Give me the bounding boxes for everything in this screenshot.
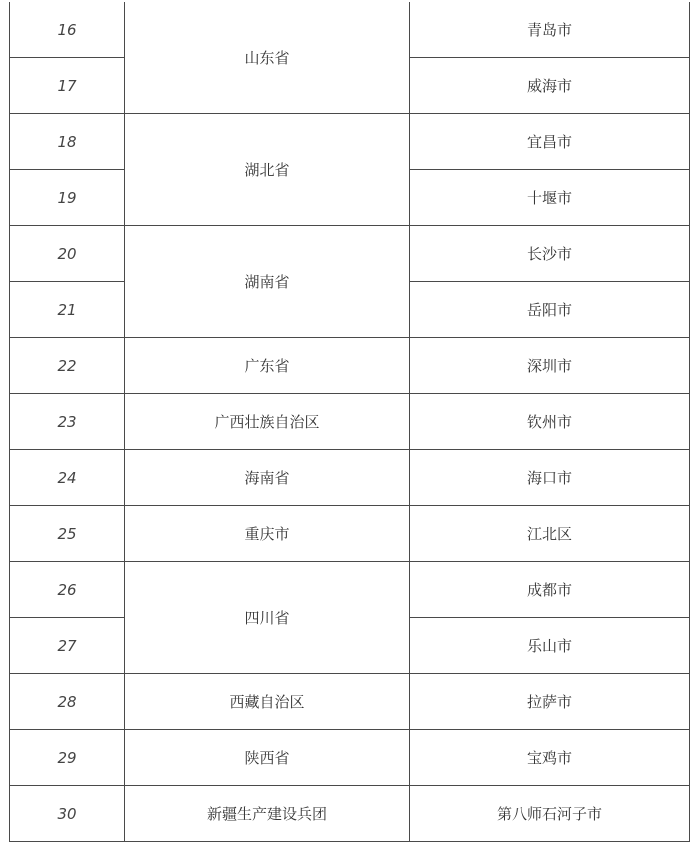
province-cell: 山东省 bbox=[125, 2, 410, 114]
province-cell: 新疆生产建设兵团 bbox=[125, 786, 410, 842]
province-cell: 湖南省 bbox=[125, 226, 410, 338]
table-row bbox=[10, 226, 690, 282]
row-number: 24 bbox=[10, 450, 125, 506]
province-cell: 陕西省 bbox=[125, 730, 410, 786]
city-cell: 青岛市 bbox=[410, 2, 690, 58]
row-number: 19 bbox=[10, 170, 125, 226]
province-cell: 广东省 bbox=[125, 338, 410, 394]
row-number: 23 bbox=[10, 394, 125, 450]
table-row bbox=[10, 450, 690, 506]
row-number: 16 bbox=[10, 2, 125, 58]
table-row bbox=[10, 730, 690, 786]
city-cell: 成都市 bbox=[410, 562, 690, 618]
table-row bbox=[10, 338, 690, 394]
table-row bbox=[10, 674, 690, 730]
city-cell: 长沙市 bbox=[410, 226, 690, 282]
city-cell: 宜昌市 bbox=[410, 114, 690, 170]
table-row bbox=[10, 786, 690, 842]
table-row bbox=[10, 114, 690, 170]
province-cell: 海南省 bbox=[125, 450, 410, 506]
row-number: 18 bbox=[10, 114, 125, 170]
city-cell: 第八师石河子市 bbox=[410, 786, 690, 842]
row-number: 26 bbox=[10, 562, 125, 618]
city-cell: 宝鸡市 bbox=[410, 730, 690, 786]
province-cell: 广西壮族自治区 bbox=[125, 394, 410, 450]
row-number: 28 bbox=[10, 674, 125, 730]
province-cell: 重庆市 bbox=[125, 506, 410, 562]
city-cell: 乐山市 bbox=[410, 618, 690, 674]
table-row bbox=[10, 2, 690, 58]
row-number: 27 bbox=[10, 618, 125, 674]
table-row bbox=[10, 562, 690, 618]
city-table bbox=[9, 2, 690, 842]
city-cell: 十堰市 bbox=[410, 170, 690, 226]
province-cell: 四川省 bbox=[125, 562, 410, 674]
data-table-container bbox=[9, 2, 690, 842]
city-cell: 江北区 bbox=[410, 506, 690, 562]
table-row bbox=[10, 506, 690, 562]
city-cell: 威海市 bbox=[410, 58, 690, 114]
city-cell: 海口市 bbox=[410, 450, 690, 506]
province-cell: 西藏自治区 bbox=[125, 674, 410, 730]
row-number: 22 bbox=[10, 338, 125, 394]
city-cell: 岳阳市 bbox=[410, 282, 690, 338]
row-number: 20 bbox=[10, 226, 125, 282]
city-cell: 拉萨市 bbox=[410, 674, 690, 730]
row-number: 25 bbox=[10, 506, 125, 562]
city-cell: 钦州市 bbox=[410, 394, 690, 450]
row-number: 29 bbox=[10, 730, 125, 786]
city-cell: 深圳市 bbox=[410, 338, 690, 394]
row-number: 21 bbox=[10, 282, 125, 338]
table-row bbox=[10, 394, 690, 450]
row-number: 30 bbox=[10, 786, 125, 842]
row-number: 17 bbox=[10, 58, 125, 114]
province-cell: 湖北省 bbox=[125, 114, 410, 226]
